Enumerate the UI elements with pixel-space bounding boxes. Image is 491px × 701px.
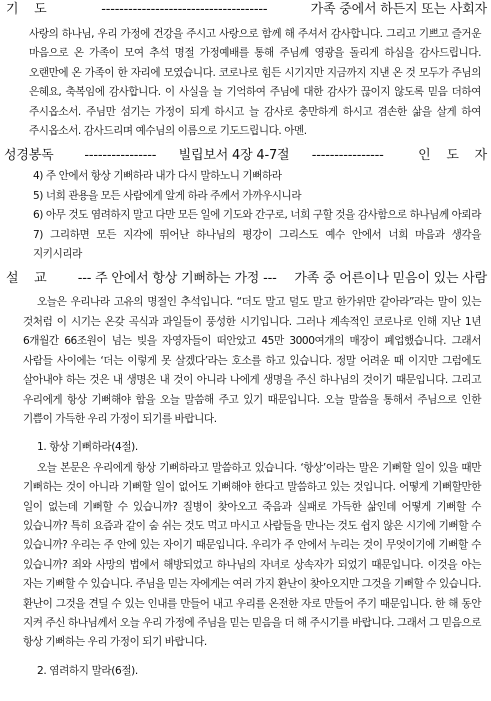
reading-dashes-right: ---------------- <box>311 148 384 164</box>
prayer-dashes: ------------------------------------- <box>101 2 268 17</box>
verse-list <box>4 167 487 264</box>
sermon-label: 설 교 <box>6 271 47 287</box>
sermon-intro: 오늘은 우리나라 고유의 명절인 추석입니다. “더도 말고 덜도 말고 한가위만 같아라”라는 말이 있는 것처럼 이 시기는 온갖 곡식과 과일들이 풍성한 시기입니다. 그러나 계속적인 코로나로 인해 지난 1년 6개월간 66조원이 넘는 빚을 자영자들이 떠안았고 45만 3000여개의 매장이 폐업했습니다. 그래서 사람들 사이에는 ‘더는 이렇게 못 살겠다’라는 호소를 하고 있습니다. 정말 어려운 때 이지만 그럼에도 살아내야 하는 것은 내 생명은 내 것이 아니라 나에게 생명을 주신 하나님의 것이기 때문입니다. 그리고 우리에게 항상 기뻐해야 함을 오늘 말씀해 주고 있기 때문입니다. 오늘 말씀을 통해서 주님으로 인한 기쁨이 가득한 우리 가정이 되기를 바랍니다. <box>23 296 481 425</box>
verse-4: 4) 주 안에서 항상 기뻐하라 내가 다시 말하노니 기뻐하라 <box>33 170 282 183</box>
document-page <box>0 1 491 701</box>
prayer-label: 기 도 <box>6 2 47 17</box>
reading-header <box>4 147 487 165</box>
sermon-header <box>4 270 487 288</box>
point1-heading: 1. 항상 기뻐하라(4절). <box>37 441 138 454</box>
sermon-leader: 가족 중 어른이나 믿음이 있는 사람 <box>294 271 487 287</box>
prayer-leader: 가족 중에서 하든지 또는 사회자 <box>310 2 487 17</box>
prayer-header <box>4 1 487 19</box>
verse-5: 5) 너희 관용을 모든 사람에게 알게 하라 주께서 가까우시니라 <box>33 189 302 202</box>
point1-text: 오늘 본문은 우리에게 항상 기뻐하라고 말씀하고 있습니다. ‘항상’이라는 말은 기뻐할 일이 있을 때만 기뻐하는 것이 아니라 기뻐할 일이 없어도 기뻐해야 한다고 말씀하고 있는 것입니다. 어떻게 기뻐할만한 일이 없는데 기뻐할 수 있습니까? 질병이 찾아오고 죽음과 실패로 가득한 삶인데 어떻게 기뻐할 수 있습니까? 특히 요즘과 같이 숨 쉬는 것도 먹고 마시고 사람들을 만나는 것도 쉽지 않은 시기에 기뻐할 수 있습니까? 우리는 주 안에 있는 자이기 때문입니다. 우리가 주 안에서 누리는 것이 무엇이기에 기뻐할 수 있습니까? 죄와 사망의 법에서 해방되었고 하나님의 자녀로 상속자가 되었기 때문입니다. 이것을 아는 자는 기뻐할 수 있습니다. 주님을 믿는 자에게는 여러 가지 환난이 찾아오지만 그것을 기뻐할 수 있습니다. 환난이 그것을 견딜 수 있는 인내를 만들어 내고 우리를 온전한 자로 만들어 주기 때문입니다. 한 해 동안 지켜 주신 하나님께서 오늘 우리 가정에 주님을 믿는 믿음을 더 해 주시기를 바랍니다. 그래서 그 믿음으로 항상 기뻐하는 우리 가정이 되기 바랍니다. <box>23 461 481 649</box>
verse-6: 6) 아무 것도 염려하지 말고 다만 모든 일에 기도와 간구로, 너희 구할 것을 감사함으로 하나님께 아뢰라 <box>33 209 481 222</box>
reading-reference: 빌립보서 4장 4-7절 <box>178 148 290 164</box>
reading-leader: 인 도 자 <box>418 148 488 164</box>
prayer-text: 사랑의 하나님, 우리 가정에 건강을 주시고 사랑으로 함께 해 주셔서 감사합니다. 그리고 기쁘고 즐거운 마음으로 온 가족이 모여 추석 명절 가정예배를 통해 주님께 영광을 돌리게 하심을 감사드립니다. 오랜만에 온 가족이 한 자리에 모였습니다. 코로나로 힘든 시기지만 지금까지 지낸 온 것 모두가 주님의 은혜요, 축복임에 감사합니다. 이 사실을 늘 기억하여 주님에 대한 감사가 끊이지 않도록 믿음 더하여 주시옵소서. 주님만 섬기는 가정이 되게 하시고 늘 감사로 충만하게 하시고 겸손한 삶을 살게 하여 주시옵소서. 감사드리며 예수님의 이름으로 기도드립니다. 아멘. <box>29 28 481 138</box>
verse-7: 7) 그리하면 모든 지각에 뛰어난 하나님의 평강이 그리스도 예수 안에서 너희 마음과 생각을 지키시리라 <box>33 228 481 261</box>
point2-heading: 2. 염려하지 말라(6절). <box>37 664 138 677</box>
sermon-title: --- 주 안에서 항상 기뻐하는 가정 --- <box>77 271 277 287</box>
reading-dashes-left: ---------------- <box>84 148 157 164</box>
reading-label: 성경봉독 <box>4 148 54 164</box>
